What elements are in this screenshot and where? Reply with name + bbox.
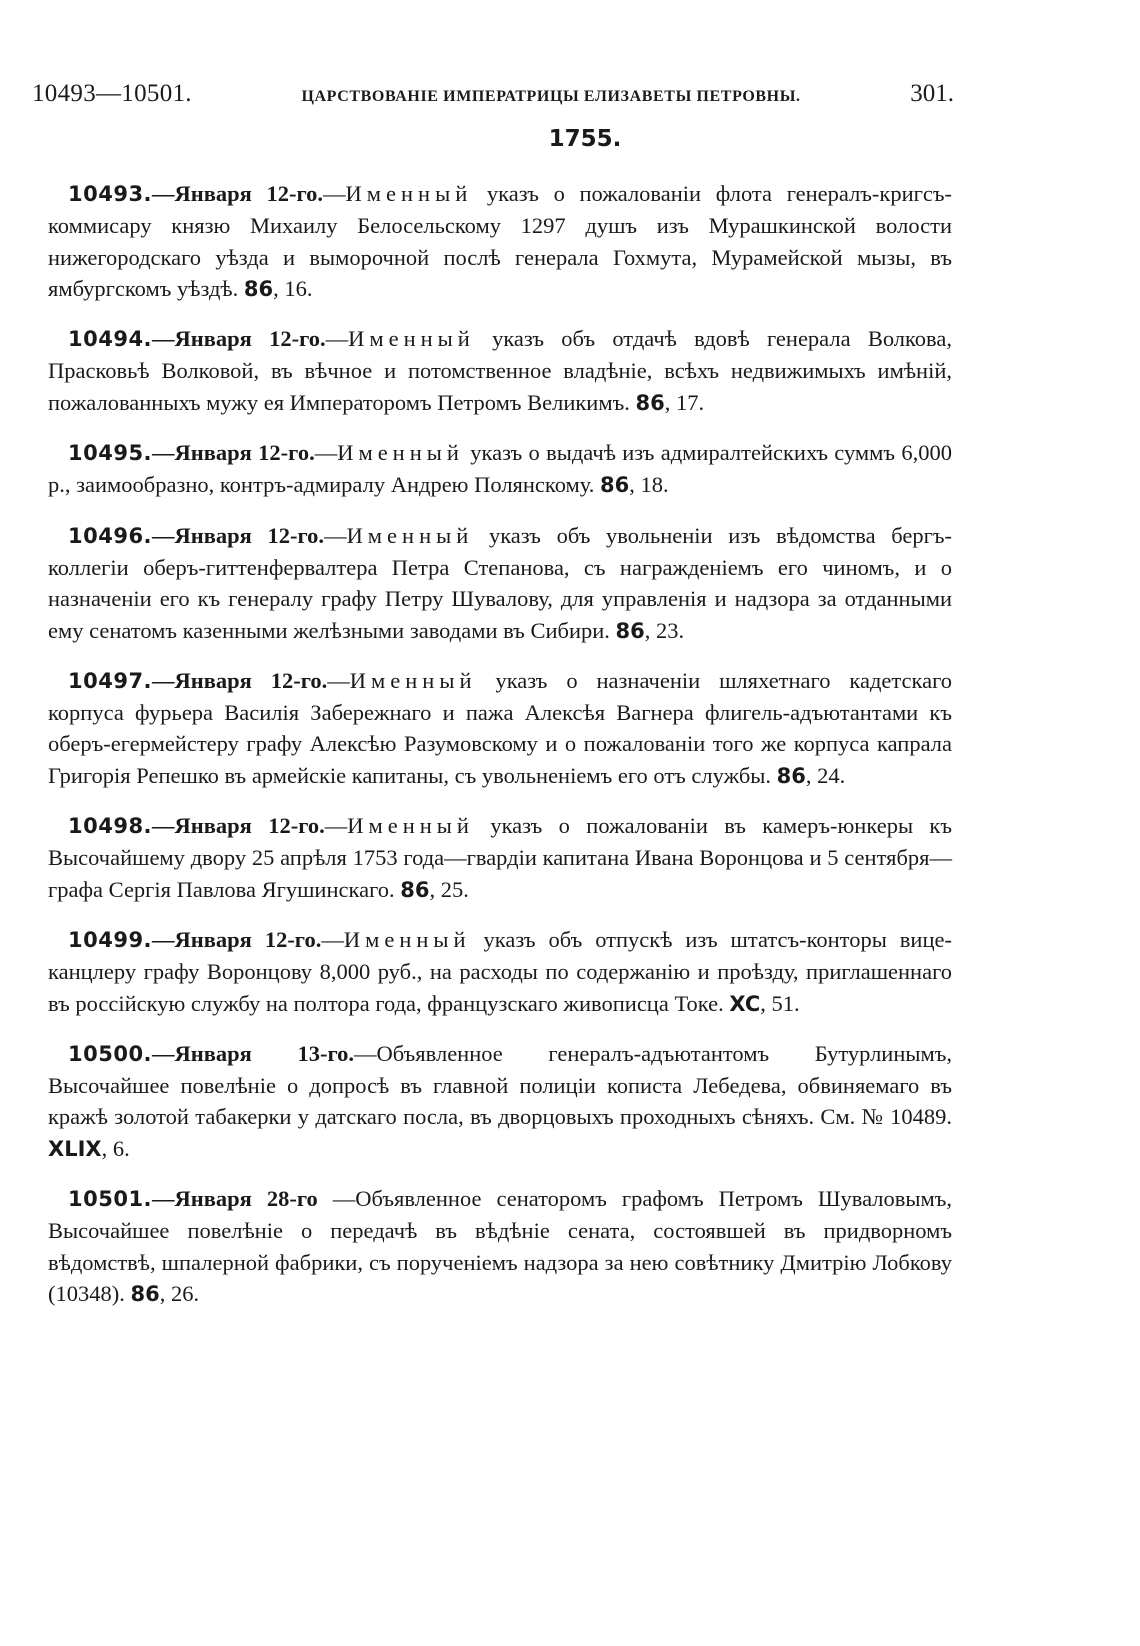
entry-ref-volume: 86 (400, 877, 430, 902)
entry-number: 10499. (68, 927, 153, 952)
entry-ref-page: , 17. (664, 389, 705, 415)
entry: 10499.—Января 12-го.—Именный указъ объ отпускѣ изъ штатсъ-конторы вице-канцлеру графу Воронцову 8,000 руб., на расходы по содержанію и проѣзду, приглашеннаго въ россійскую службу на полтора года, французскаго живописца Токе. XC, 51. (48, 926, 952, 1016)
entry-kind: Именный (346, 522, 474, 548)
entry-ref-volume: 86 (776, 763, 806, 788)
entry: 10494.—Января 12-го.—Именный указъ объ отдачѣ вдовѣ генерала Волкова, Прасковьѣ Волковой, въ вѣчное и потомственное владѣніе, всѣхъ недвижимыхъ имѣній, пожалованныхъ мужу ея Императоромъ Петромъ Великимъ. 86, 17. (48, 326, 952, 415)
entry-date: Января 12-го. (174, 813, 325, 839)
entry-number: 10498. (68, 814, 153, 839)
entry-ref-page: , 51. (760, 990, 800, 1016)
entry-number: 10493. (68, 182, 153, 206)
entry-ref-page: , 24. (805, 762, 846, 788)
running-header (32, 80, 954, 108)
header-entry-range: 10493—10501. (32, 80, 192, 107)
entry-kind: Именный (347, 813, 474, 839)
entry-kind: Именный (343, 926, 471, 952)
entry-text: указъ о пожалованіи флота генералъ-кригсъ-коммисару князю Михаилу Белосельскому 1297 душъ изъ Мурашкинской волости нижегородскаго уѣзда и выморочной послѣ генерала Гохмута, Мурамейской мызы, въ ямбургскомъ уѣздѣ. (48, 181, 952, 301)
entry-date: Января 28-го (174, 1186, 318, 1212)
entry: 10501.—Января 28-го —Объявленное сенаторомъ графомъ Петромъ Шуваловымъ, Высочайшее повелѣніе о передачѣ въ вѣдѣніе сената, состоявшей въ придворномъ вѣдомствѣ, шпалерной фабрики, съ порученіемъ надзора за нею совѣтнику Дмитрію Лобкову (10348). 86, 26. (48, 1186, 953, 1306)
entries-list (48, 178, 952, 1310)
entry-ref-volume: XC (729, 991, 761, 1016)
entry-number: 10494. (68, 327, 153, 352)
entry-kind: Именный (349, 667, 477, 693)
entry: 10500.—Января 13-го.—Объявленное генералъ-адъютантомъ Бутурлинымъ, Высочайшее повелѣніе о допросѣ въ главной полиціи кописта Лебедева, обвиняемаго въ кражѣ золотой табакерки у датскаго посла, въ дворцовыхъ проходныхъ сѣняхъ. См. № 10489. XLIX, 6. (48, 1040, 952, 1161)
entry: 10495.—Января 12-го.—Именный указъ о выдачѣ изъ адмиралтейскихъ суммъ 6,000 р., заимообразно, контръ-адмиралу Андрею Полянскому. 86, 18. (48, 440, 952, 498)
entry-ref-page: , 26. (159, 1280, 200, 1306)
entry-kind: Именный (337, 440, 464, 466)
entry-kind: Именный (345, 181, 473, 206)
entry-ref-volume: 86 (130, 1281, 160, 1306)
entry-number: 10496. (68, 523, 153, 548)
entry-text: Объявленное генералъ-адъютантомъ Бутурлинымъ, Высочайшее повелѣніе о допросѣ въ главной полиціи кописта Лебедева, обвиняемаго въ кражѣ золотой табакерки у датскаго посла, въ дворцовыхъ проходныхъ сѣняхъ. См. № 10489. (48, 1040, 952, 1130)
entry-text: Объявленное сенаторомъ графомъ Петромъ Шуваловымъ, Высочайшее повелѣніе о передачѣ въ вѣдѣніе сената, состоявшей въ придворномъ вѣдомствѣ, шпалерной фабрики, съ порученіемъ надзора за нею совѣтнику Дмитрію Лобкову (10348). (48, 1186, 953, 1306)
year-heading: 1755. (548, 126, 622, 152)
entry-date: Января 12-го. (174, 667, 328, 693)
entry-number: 10500. (68, 1041, 153, 1066)
entry-ref-page: , 18. (629, 472, 669, 498)
entry-ref-page: , 6. (101, 1135, 130, 1161)
entry-date: Января 12-го. (174, 181, 324, 206)
entry-ref-page: , 16. (273, 275, 313, 301)
page-number: 301. (910, 80, 954, 107)
entry-text: указъ о пожалованіи въ камеръ-юнкеры къ Высочайшему двору 25 апрѣля 1753 года—гвардіи капитана Ивана Воронцова и 5 сентября—графа Сергія Павлова Ягушинскаго. (48, 813, 952, 902)
entry-ref-page: , 23. (644, 617, 685, 643)
entry-ref-page: , 25. (429, 876, 469, 902)
entry-text: указъ объ увольненіи изъ вѣдомства бергъ-коллегіи оберъ-гиттенфервалтера Петра Степанова, съ награжденіемъ его чиномъ, и о назначеніи его къ генералу графу Петру Шувалову, для управленія и надзора за отданными ему сенатомъ казенными желѣзными заводами въ Сибири. (48, 522, 953, 643)
entry-number: 10497. (68, 668, 153, 693)
entry-kind: Именный (348, 326, 475, 352)
entry-date: Января 12-го. (174, 926, 322, 952)
entry: 10497.—Января 12-го.—Именный указъ о назначеніи шляхетнаго кадетскаго корпуса фурьера Василія Забережнаго и пажа Алексѣя Вагнера флигель-адъютантами къ оберъ-егермейстеру графу Алексѣю Разумовскому и о пожалованіи того же корпуса капрала Григорія Репешко въ армейскіе капитаны, съ увольненіемъ его отъ службы. 86, 24. (48, 667, 952, 788)
entry-number: 10501. (68, 1187, 153, 1212)
entry: 10496.—Января 12-го.—Именный указъ объ увольненіи изъ вѣдомства бергъ-коллегіи оберъ-гиттенфервалтера Петра Степанова, съ награжденіемъ его чиномъ, и о назначеніи его къ генералу графу Петру Шувалову, для управленія и надзора за отданными ему сенатомъ казенными желѣзными заводами въ Сибири. 86, 23. (48, 522, 953, 643)
entry-text: указъ объ отдачѣ вдовѣ генерала Волкова, Прасковьѣ Волковой, въ вѣчное и потомственное владѣніе, всѣхъ недвижимыхъ имѣній, пожалованныхъ мужу ея Императоромъ Петромъ Великимъ. (48, 326, 952, 415)
entry-ref-volume: 86 (243, 276, 274, 301)
entry-ref-volume: 86 (635, 390, 665, 415)
entry-text: указъ о назначеніи шляхетнаго кадетскаго корпуса фурьера Василія Забережнаго и пажа Алексѣя Вагнера флигель-адъютантами къ оберъ-егермейстеру графу Алексѣю Разумовскому и о пожалованіи того же корпуса капрала Григорія Репешко въ армейскіе капитаны, съ увольненіемъ его отъ службы. (48, 667, 952, 788)
entry-date: Января 12-го. (174, 326, 326, 352)
entry-date: Января 13-го. (174, 1040, 355, 1066)
entry-text: указъ объ отпускѣ изъ штатсъ-конторы вице-канцлеру графу Воронцову 8,000 руб., на расходы по содержанію и проѣзду, приглашеннаго въ россійскую службу на полтора года, французскаго живописца Токе. (48, 926, 952, 1016)
header-title: ЦАРСТВОВАНІЕ ИМПЕРАТРИЦЫ ЕЛИЗАВЕТЫ ПЕТРОВНЫ. (301, 88, 801, 105)
entry-ref-volume: 86 (600, 473, 630, 498)
entry: 10493.—Января 12-го.—Именный указъ о пожалованіи флота генералъ-кригсъ-коммисару князю Михаилу Белосельскому 1297 душъ изъ Мурашкинской волости нижегородскаго уѣзда и выморочной послѣ генерала Гохмута, Мурамейской мызы, въ ямбургскомъ уѣздѣ. 86, 16. (48, 181, 952, 301)
entry-text: указъ о выдачѣ изъ адмиралтейскихъ суммъ 6,000 р., заимообразно, контръ-адмиралу Андрею Полянскому. (48, 440, 952, 498)
entry-ref-volume: XLIX (48, 1136, 102, 1161)
entry-ref-volume: 86 (615, 618, 645, 643)
entry-date: Января 12-го. (174, 440, 315, 466)
entry-number: 10495. (68, 441, 153, 466)
entry-date: Января 12-го. (174, 522, 325, 548)
entry: 10498.—Января 12-го.—Именный указъ о пожалованіи въ камеръ-юнкеры къ Высочайшему двору 25 апрѣля 1753 года—гвардіи капитана Ивана Воронцова и 5 сентября—графа Сергія Павлова Ягушинскаго. 86, 25. (48, 813, 952, 902)
